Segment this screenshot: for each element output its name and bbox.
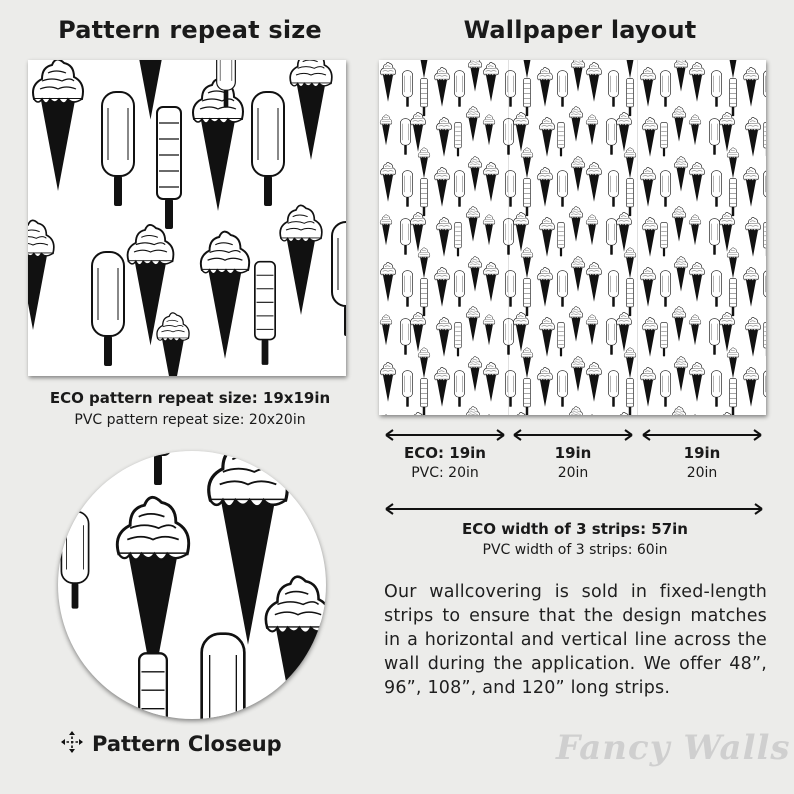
ice-cream-cone-motif [586,215,598,246]
ice-cream-cone-motif [484,162,499,201]
popsicle-motif [660,271,670,307]
ice-cream-cone-motif [466,307,479,342]
brand-watermark: Fancy Walls [556,728,791,768]
ice-cream-cone-motif [437,217,452,256]
popsicle-motif [660,171,670,207]
ice-cream-cone-motif [468,60,481,92]
popsicle-motif [729,79,736,117]
ice-cream-cone-motif [381,362,396,401]
ice-cream-cone-motif [641,367,656,406]
closeup-label-text: Pattern Closeup [92,732,282,756]
ice-cream-cone-motif [674,357,687,392]
strip-width-arrow [641,429,763,441]
wallpaper-layout-preview [379,60,766,415]
popsicle-motif [523,279,530,317]
ice-cream-cone-motif [514,312,529,351]
popsicle-motif [709,219,719,255]
popsicle-motif [661,223,668,257]
ice-cream-cone-motif [672,207,685,242]
popsicle-motif [454,271,464,307]
popsicle-motif [764,123,766,157]
popsicle-motif [661,123,668,157]
ice-cream-cone-motif [674,157,687,192]
ice-cream-cone-motif [744,367,759,406]
ice-cream-cone-motif [641,167,656,206]
popsicle-motif [661,323,668,357]
ice-cream-cone-motif [690,62,705,101]
ice-cream-cone-motif [672,407,685,415]
popsicle-motif [763,271,766,307]
popsicle-motif [763,171,766,207]
popsicle-motif [505,271,515,307]
ice-cream-cone-motif [571,157,584,192]
popsicle-motif [523,79,530,117]
popsicle-motif [557,71,567,107]
ice-cream-cone-motif [483,215,495,246]
ice-cream-cone-motif [437,317,452,356]
strip-width-arrow [512,429,634,441]
ice-cream-cone-motif [540,117,555,156]
popsicle-motif [709,319,719,355]
popsicle-motif [558,123,565,157]
ice-cream-cone-motif [466,207,479,242]
ice-cream-cone-motif [586,315,598,346]
ice-cream-cone-motif [483,115,495,146]
eco-total-width: ECO width of 3 strips: 57in [462,520,688,538]
ice-cream-cone-motif [674,257,687,292]
ice-cream-cone-motif [720,212,735,251]
ice-cream-cone-motif [727,248,739,279]
popsicle-motif [454,371,464,407]
popsicle-motif [764,323,766,357]
ice-cream-cone-motif [381,162,396,201]
popsicle-motif [420,279,427,317]
popsicle-motif [455,323,462,357]
strip-3-label [641,444,763,481]
popsicle-motif [729,279,736,317]
popsicle-motif [608,171,618,207]
strip-pvc-width: PVC: 20in [411,465,479,481]
popsicle-motif [455,123,462,157]
ice-cream-cone-motif [617,312,632,351]
strip-2-label [512,444,634,481]
popsicle-motif [420,179,427,217]
popsicle-motif [400,319,410,355]
popsicle-motif [711,71,721,107]
ice-cream-cone-motif [571,357,584,392]
product-description: Our wallcovering is sold in fixed-length strips to ensure that the design matches in a horizontal and vertical line across the wall during the application. We offer 48”, 96”, 108”, and 120” long strips. [384,582,767,698]
ice-cream-cone-motif [418,60,430,78]
ice-cream-cone-motif [617,112,632,151]
ice-cream-cone-motif [672,107,685,142]
strip-width-arrow [384,429,506,441]
ice-cream-cone-motif [587,162,602,201]
ice-cream-cone-motif [624,348,636,379]
popsicle-motif [764,223,766,257]
ice-cream-cone-motif [437,117,452,156]
popsicle-motif [626,279,633,317]
ice-cream-cone-motif [418,348,430,379]
ice-cream-cone-motif [720,312,735,351]
popsicle-motif [763,371,766,407]
ice-cream-cone-motif [643,217,658,256]
popsicle-motif [660,371,670,407]
strip-eco-width: 19in [554,444,592,462]
popsicle-motif [660,71,670,107]
popsicle-motif [729,379,736,415]
strip-seam [508,60,509,415]
popsicle-motif [729,179,736,217]
popsicle-motif [505,71,515,107]
ice-cream-cone-motif [468,357,481,392]
ice-cream-cone-motif [569,307,582,342]
popsicle-motif [400,219,410,255]
popsicle-motif [505,371,515,407]
ice-cream-cone-motif [521,60,533,78]
ice-cream-cone-motif [380,115,392,146]
popsicle-motif [454,71,464,107]
popsicle-motif [558,223,565,257]
popsicle-motif [763,71,766,107]
strip-seam [637,60,638,415]
ice-cream-cone-motif [380,215,392,246]
popsicle-motif [626,379,633,415]
popsicle-motif [626,179,633,217]
ice-cream-cone-motif [744,67,759,106]
popsicle-motif [455,223,462,257]
strip-eco-width: ECO: 19in [404,444,486,462]
ice-cream-cone-motif [484,362,499,401]
ice-cream-cone-motif [690,362,705,401]
strip-1-label [384,444,506,481]
ice-cream-cone-motif [380,315,392,346]
popsicle-motif [400,119,410,155]
ice-cream-cone-motif [466,407,479,415]
ice-cream-cone-motif [569,407,582,415]
ice-cream-cone-motif [586,115,598,146]
ice-cream-cone-motif [571,60,584,92]
ice-cream-cone-motif [744,267,759,306]
popsicle-motif [557,271,567,307]
popsicle-motif [402,171,412,207]
ice-cream-cone-motif [466,107,479,142]
ice-cream-cone-motif [435,67,450,106]
popsicle-motif [420,79,427,117]
ice-cream-cone-motif [643,117,658,156]
ice-cream-cone-motif [624,60,636,78]
popsicle-motif [523,379,530,415]
ice-cream-cone-motif [538,367,553,406]
ice-cream-cone-motif [411,112,426,151]
eco-repeat-size: ECO pattern repeat size: 19x19in [49,389,331,407]
ice-cream-cone-motif [746,117,761,156]
popsicle-motif [558,323,565,357]
ice-cream-cone-motif [521,348,533,379]
ice-cream-cone-motif [689,315,701,346]
strip-eco-width: 19in [683,444,721,462]
popsicle-motif [523,179,530,217]
popsicle-motif [608,71,618,107]
pvc-repeat-size: PVC pattern repeat size: 20x20in [74,412,306,428]
ice-cream-cone-motif [538,167,553,206]
ice-cream-cone-motif [587,362,602,401]
move-arrows-icon [60,730,84,758]
ice-cream-cone-motif [744,167,759,206]
popsicle-motif [420,379,427,415]
ice-cream-cone-motif [690,262,705,301]
ice-cream-cone-motif [672,307,685,342]
popsicle-motif [557,371,567,407]
ice-cream-cone-motif [571,257,584,292]
pattern-closeup-image [58,451,326,719]
ice-cream-cone-motif [484,62,499,101]
popsicle-motif [606,219,616,255]
ice-cream-cone-motif [641,67,656,106]
ice-cream-cone-motif [624,248,636,279]
ice-cream-cone-motif [624,148,636,179]
ice-cream-cone-motif [643,317,658,356]
popsicle-motif [711,271,721,307]
ice-cream-cone-motif [538,267,553,306]
ice-cream-cone-motif [690,162,705,201]
ice-cream-cone-motif [514,112,529,151]
popsicle-motif [606,319,616,355]
popsicle-motif [454,171,464,207]
popsicle-motif [606,119,616,155]
ice-cream-cone-motif [468,257,481,292]
ice-cream-cone-motif [727,348,739,379]
popsicle-motif [709,119,719,155]
ice-cream-cone-motif [468,157,481,192]
ice-cream-cone-motif [569,107,582,142]
pattern-repeat-swatch [28,60,346,376]
ice-cream-cone-motif [641,267,656,306]
popsicle-motif [626,79,633,117]
popsicle-motif [402,71,412,107]
ice-cream-cone-motif [435,367,450,406]
ice-cream-cone-motif [411,212,426,251]
ice-cream-cone-motif [587,262,602,301]
popsicle-motif [711,171,721,207]
ice-cream-cone-motif [587,62,602,101]
strip-pvc-width: 20in [557,465,589,481]
popsicle-motif [402,371,412,407]
popsicle-motif [557,171,567,207]
ice-cream-cone-motif [411,312,426,351]
popsicle-motif [402,271,412,307]
wallpaper-layout-title: Wallpaper layout [463,16,697,44]
popsicle-motif [608,271,618,307]
ice-cream-cone-motif [689,215,701,246]
ice-cream-cone-motif [727,60,739,78]
ice-cream-cone-motif [746,217,761,256]
ice-cream-cone-motif [540,217,555,256]
ice-cream-cone-motif [381,262,396,301]
total-width-arrow [384,503,764,515]
ice-cream-cone-motif [720,112,735,151]
pattern-repeat-title: Pattern repeat size [58,16,322,44]
pattern-closeup-caption [60,730,282,758]
ice-cream-cone-motif [418,248,430,279]
ice-cream-cone-motif [514,212,529,251]
ice-cream-cone-motif [483,315,495,346]
popsicle-motif [505,171,515,207]
ice-cream-cone-motif [569,207,582,242]
ice-cream-cone-motif [418,148,430,179]
ice-cream-cone-motif [746,317,761,356]
ice-cream-cone-motif [540,317,555,356]
popsicle-motif [608,371,618,407]
strip-pvc-width: 20in [686,465,718,481]
ice-cream-cone-motif [674,60,687,92]
ice-cream-cone-motif [689,115,701,146]
ice-cream-cone-motif [381,62,396,101]
ice-cream-cone-motif [484,262,499,301]
ice-cream-cone-motif [538,67,553,106]
ice-cream-cone-motif [521,148,533,179]
ice-cream-cone-motif [435,167,450,206]
ice-cream-cone-motif [617,212,632,251]
ice-cream-cone-motif [727,148,739,179]
ice-cream-cone-motif [435,267,450,306]
popsicle-motif [711,371,721,407]
ice-cream-cone-motif [521,248,533,279]
pvc-total-width: PVC width of 3 strips: 60in [482,542,668,558]
